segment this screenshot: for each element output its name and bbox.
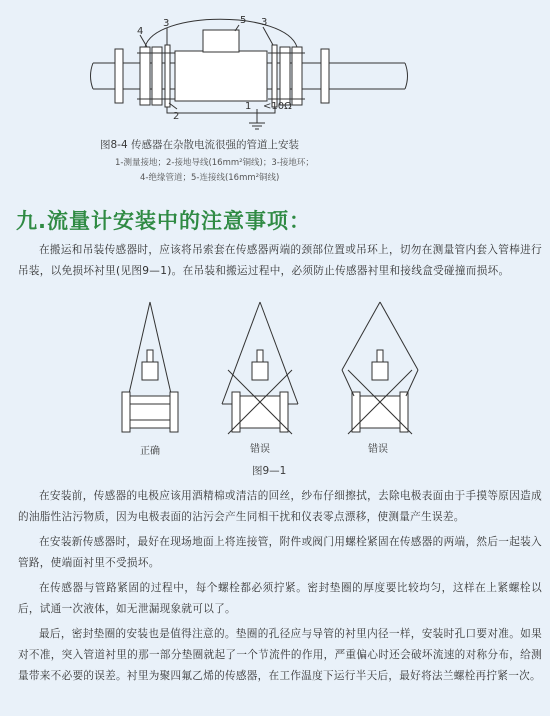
- right-flange-a: [280, 47, 290, 105]
- section-heading: 九.流量计安装中的注意事项：: [16, 209, 311, 233]
- sensor-head: [203, 30, 239, 52]
- pipe-right-break: [405, 63, 408, 89]
- label-3-left: 3: [163, 18, 170, 29]
- correct-sensor: [122, 302, 178, 432]
- left-ground-ring: [165, 45, 170, 107]
- label-5: 5: [240, 15, 247, 26]
- right-outer-flange: [321, 49, 329, 103]
- label-wrong-2: 错误: [368, 444, 388, 455]
- left-flange-b: [152, 47, 162, 105]
- ground-lead-left: [167, 107, 257, 113]
- paragraph-lifting: 在搬运和吊装传感器时，应该将吊索套在传感器两端的颈部位置或吊环上，切勿在测量管内套入管棒进行吊装，以免损坏衬里(见图9—1)。在吊装和搬运过程中，必须防止传感器衬里和接线盒受碰撞而损坏。: [18, 244, 542, 277]
- label-4: 4: [137, 26, 144, 37]
- right-ground-ring: [272, 45, 277, 107]
- label-3-right: 3: [261, 17, 268, 28]
- sensor-body: [175, 51, 267, 101]
- label-2: 2: [173, 111, 180, 122]
- paragraph-electrode: 在安装前，传感器的电极应该用酒精棉或清洁的回丝，纱布仔细擦拭，去除电极表面由于手摸等原因造成的油脂性沾污物质，因为电极表面的沾污会产生同相干扰和仪表零点漂移，使测量产生误差。: [18, 490, 542, 523]
- pipe-left-break: [91, 63, 94, 89]
- figure-8-4-caption: 图8-4 传感器在杂散电流很强的管道上安装: [100, 139, 299, 151]
- paragraph-gasket: 最后，密封垫圈的安装也是值得注意的。垫圈的孔径应与导管的衬里内径一样，安装时孔口要对准。如果对不准，突入管道衬里的那一部分垫圈就起了一个节流件的作用，严重偏心时还会破坏流速的对称分布，给测量带来不必要的误差。衬里为聚四氟乙烯的传感器，在工作温度下运行半天后，最好将法兰螺栓再拧紧一次。: [18, 628, 542, 682]
- label-correct: 正确: [140, 446, 160, 457]
- resistance-label: <10Ω: [263, 101, 292, 112]
- wrong-sensor-1: [222, 302, 298, 434]
- right-flange-b: [292, 47, 302, 105]
- figure-8-4-legend-line1: 1-测量接地；2-接地导线(16mm²铜线)；3-接地环；: [115, 158, 314, 168]
- wrong-sensor-2: [342, 302, 418, 434]
- figure-8-4-legend-line2: 4-绝缘管道；5-连接线(16mm²铜线): [140, 173, 280, 183]
- paragraph-new-sensor: 在安装新传感器时，最好在现场地面上将连接管，附件或阀门用螺栓紧固在传感器的两端，然后一起装入管路，使端面衬里不受损坏。: [18, 536, 542, 569]
- left-outer-flange: [115, 49, 123, 103]
- paragraph-bolts: 在传感器与管路紧固的过程中，每个螺栓都必须拧紧。密封垫圈的厚度要比较均匀，这样在上紧螺栓以后，试通一次液体，如无泄漏现象就可以了。: [18, 582, 542, 615]
- label-wrong-1: 错误: [250, 444, 270, 455]
- figure-8-4-diagram: [85, 5, 415, 130]
- label-1: 1: [245, 101, 252, 112]
- figure-9-1-diagram: [110, 300, 460, 460]
- left-flange-a: [140, 47, 150, 105]
- figure-9-1-caption: 图9—1: [252, 465, 287, 477]
